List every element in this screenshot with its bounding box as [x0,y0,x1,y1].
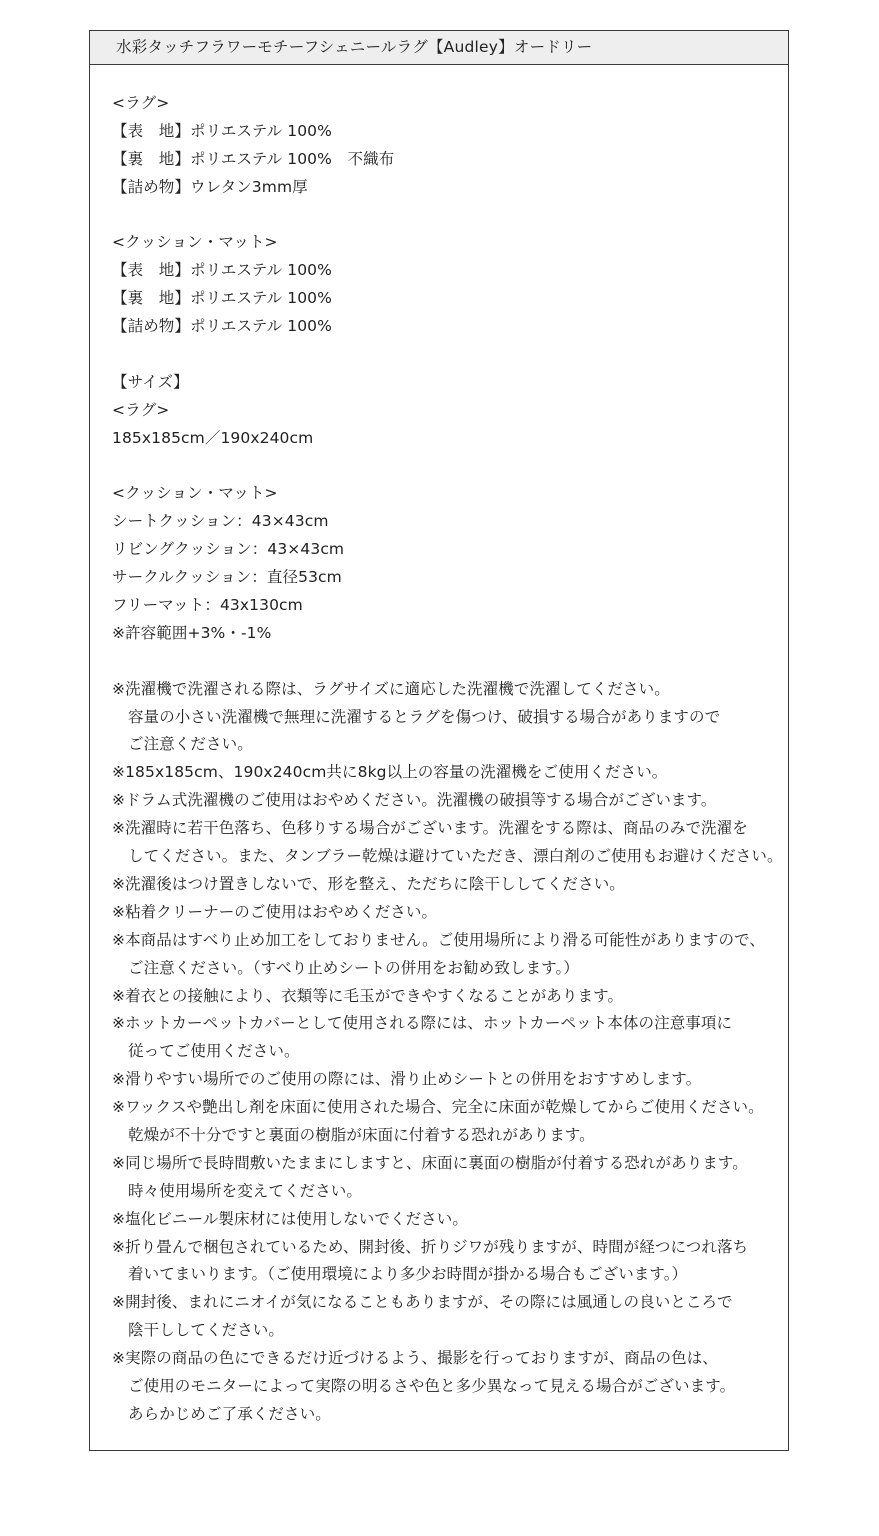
spacer [112,648,788,676]
care-note-continued: ご注意ください。 [128,735,253,754]
care-note-continued: 従ってご使用ください。 [128,1042,300,1061]
size-heading: 【サイズ】 [112,372,189,391]
rug-size-heading: <ラグ> [112,400,170,419]
rug-back-material: 【裏 地】ポリエステル 100% 不織布 [112,149,395,168]
care-note-continued: あらかじめご了承ください。 [128,1404,331,1423]
product-spec-box [89,30,789,1451]
seat-cushion-size: シートクッション：43×43cm [112,512,329,531]
care-note-continued: 乾燥が不十分ですと裏面の樹脂が床面に付着する恐れがあります。 [128,1125,595,1144]
care-note: ※ワックスや艶出し剤を床面に使用された場合、完全に床面が乾燥してからご使用ください。 [112,1098,764,1117]
care-note: ※ホットカーペットカバーとして使用される際には、ホットカーペット本体の注意事項に [112,1014,733,1033]
care-note: ※着衣との接触により、衣類等に毛玉ができやすくなることがあります。 [112,986,624,1005]
care-note: ※開封後、まれにニオイが気になることもありますが、その際には風通しの良いところで [112,1293,733,1312]
care-note: ※本商品はすべり止め加工をしておりません。ご使用場所により滑る可能性がありますので、 [112,930,766,949]
cushion-back-material: 【裏 地】ポリエステル 100% [112,289,332,308]
care-note: ※洗濯機で洗濯される際は、ラグサイズに適応した洗濯機で洗濯してください。 [112,679,670,698]
rug-material-heading: <ラグ> [112,94,170,112]
care-note: ※粘着クリーナーのご使用はおやめください。 [112,902,438,921]
cushion-filling-material: 【詰め物】ポリエステル 100% [112,317,332,336]
care-note: ※塩化ビニール製床材には使用しないでください。 [112,1209,468,1228]
care-note-continued: 時々使用場所を変えてください。 [128,1181,363,1200]
cushion-face-material: 【表 地】ポリエステル 100% [112,261,332,280]
living-cushion-size: リビングクッション：43×43cm [112,540,345,559]
size-tolerance-note: ※許容範囲+3%・-1% [112,623,272,642]
care-note: ※実際の商品の色にできるだけ近づけるよう、撮影を行っておりますが、商品の色は、 [112,1349,718,1368]
care-note: ※185x185cm、190x240cm共に8kg以上の容量の洗濯機をご使用ください。 [112,763,668,782]
rug-filling-material: 【詰め物】ウレタン3mm厚 [112,177,308,196]
care-note: ※洗濯時に若干色落ち、色移りする場合がございます。洗濯をする際は、商品のみで洗濯を [112,819,748,838]
spec-content [112,90,788,1429]
spacer [112,341,788,369]
care-note: ※折り畳んで梱包されているため、開封後、折りジワが残りますが、時間が経つにつれ落ち [112,1237,749,1256]
cushion-material-heading: <クッション・マット> [112,233,278,252]
spacer [112,453,788,481]
care-note-continued: 着いてまいります。（ご使用環境により多少お時間が掛かる場合もございます。） [128,1265,688,1284]
rug-size-values: 185x185cm／190x240cm [112,428,314,447]
care-note: ※ドラム式洗濯機のご使用はおやめください。洗濯機の破損等する場合がございます。 [112,791,717,810]
spacer [112,202,788,230]
rug-face-material: 【表 地】ポリエステル 100% [112,121,332,140]
care-note-continued: してください。また、タンブラー乾燥は避けていただき、漂白剤のご使用もお避けください。 [128,847,783,866]
care-note-continued: ご使用のモニターによって実際の明るさや色と多少異なって見える場合がございます。 [128,1376,736,1395]
cushion-size-heading: <クッション・マット> [112,484,278,503]
product-title: 水彩タッチフラワーモチーフシェニールラグ【Audley】オードリー [90,31,788,65]
care-note-continued: ご注意ください。（すべり止めシートの併用をお勧め致します。） [128,958,579,977]
care-note: ※洗濯後はつけ置きしないで、形を整え、ただちに陰干ししてください。 [112,874,625,893]
care-note-continued: 容量の小さい洗濯機で無理に洗濯するとラグを傷つけ、破損する場合がありますので [128,707,721,726]
care-note: ※同じ場所で長時間敷いたままにしますと、床面に裏面の樹脂が付着する恐れがあります。 [112,1153,748,1172]
circle-cushion-size: サークルクッション：直径53cm [112,568,342,587]
care-note-continued: 陰干ししてください。 [128,1321,285,1340]
care-note: ※滑りやすい場所でのご使用の際には、滑り止めシートとの併用をおすすめします。 [112,1070,702,1089]
free-mat-size: フリーマット：43x130cm [112,596,303,615]
